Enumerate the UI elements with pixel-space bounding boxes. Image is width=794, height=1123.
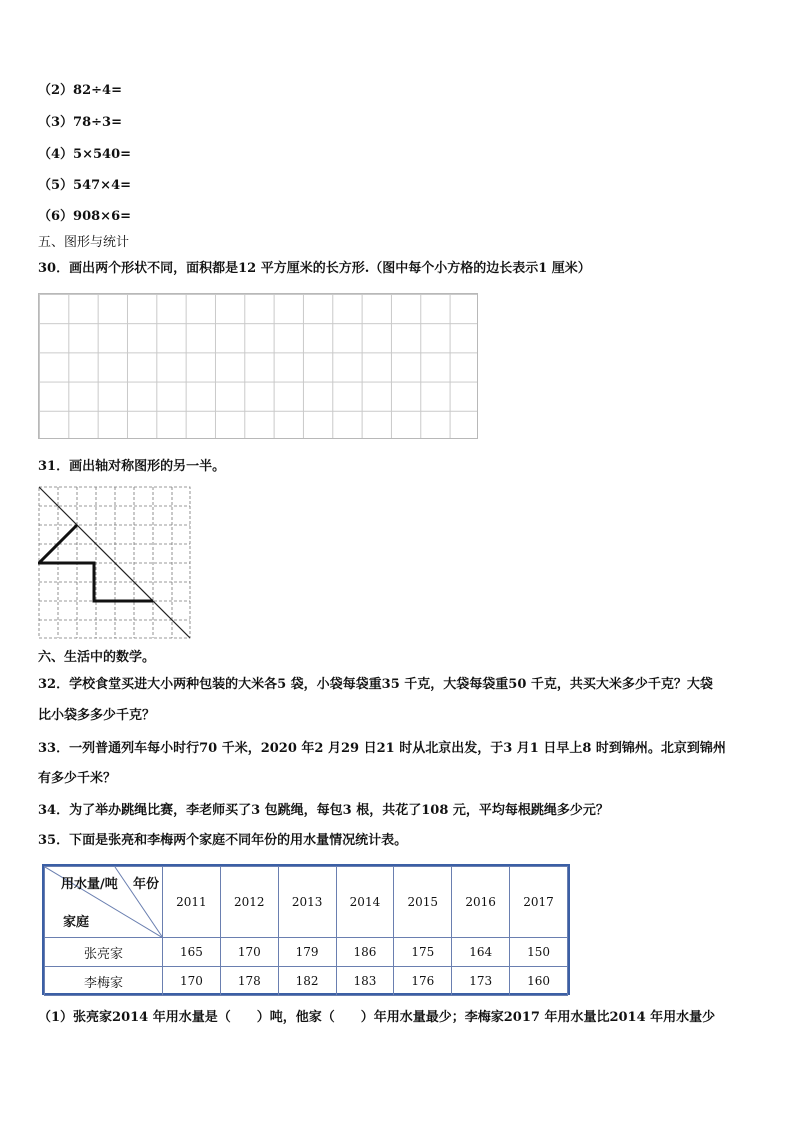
value-cell: 150 xyxy=(510,938,568,967)
value-cell: 179 xyxy=(278,938,336,967)
value-cell: 176 xyxy=(394,967,452,996)
calc-item-4: （4）5×540= xyxy=(38,147,132,162)
value-cell: 178 xyxy=(220,967,278,996)
value-cell: 173 xyxy=(452,967,510,996)
table-corner-header xyxy=(45,867,163,938)
water-usage-table xyxy=(42,864,570,995)
square-grid-q30[interactable] xyxy=(38,293,478,439)
header-water: 用水量/吨 xyxy=(61,877,118,892)
year-cell: 2013 xyxy=(278,867,336,938)
value-cell: 160 xyxy=(510,967,568,996)
question-33-line-2: 有多少千米？ xyxy=(38,771,117,786)
symmetry-figure-q31[interactable] xyxy=(38,486,192,640)
year-cell: 2014 xyxy=(336,867,394,938)
question-33-line-1: 33．一列普通列车每小时行70 千米，2020 年2 月29 日21 时从北京出发，于3 月1 日早上8 时到锦州。北京到锦州 xyxy=(38,741,726,756)
question-32-line-1: 32．学校食堂买进大小两种包装的大米各5 袋，小袋每袋重35 千克，大袋每袋重50 千克，共买大米多少千克？大袋 xyxy=(38,677,713,692)
value-cell: 182 xyxy=(278,967,336,996)
value-cell: 170 xyxy=(163,967,221,996)
year-cell: 2017 xyxy=(510,867,568,938)
year-cell: 2015 xyxy=(394,867,452,938)
calc-item-2: （2）82÷4= xyxy=(38,83,122,98)
section-5-heading: 五、图形与统计 xyxy=(38,235,130,250)
value-cell: 165 xyxy=(163,938,221,967)
calc-item-3: （3）78÷3= xyxy=(38,115,122,130)
family-name: 李梅家 xyxy=(45,967,163,996)
year-cell: 2012 xyxy=(220,867,278,938)
section-6-heading: 六、生活中的数学。 xyxy=(38,650,156,665)
value-cell: 183 xyxy=(336,967,394,996)
header-year: 年份 xyxy=(133,877,160,892)
calc-item-6: （6）908×6= xyxy=(38,209,132,224)
year-cell: 2011 xyxy=(163,867,221,938)
family-name: 张亮家 xyxy=(45,938,163,967)
value-cell: 186 xyxy=(336,938,394,967)
calc-item-5: （5）547×4= xyxy=(38,178,132,193)
value-cell: 164 xyxy=(452,938,510,967)
question-35-sub-1: （1）张亮家2014 年用水量是（ ）吨，他家（ ）年用水量最少；李梅家2017 年用水量比2014 年用水量少 xyxy=(38,1010,716,1025)
table-row xyxy=(45,938,568,967)
value-cell: 175 xyxy=(394,938,452,967)
header-family: 家庭 xyxy=(63,915,90,930)
question-35: 35．下面是张亮和李梅两个家庭不同年份的用水量情况统计表。 xyxy=(38,833,408,848)
question-34: 34．为了举办跳绳比赛，李老师买了3 包跳绳，每包3 根，共花了108 元，平均每根跳绳多少元？ xyxy=(38,803,609,818)
year-cell: 2016 xyxy=(452,867,510,938)
value-cell: 170 xyxy=(220,938,278,967)
question-31: 31．画出轴对称图形的另一半。 xyxy=(38,459,226,474)
question-30: 30．画出两个形状不同，面积都是12 平方厘米的长方形.（图中每个小方格的边长表示1 厘米） xyxy=(38,261,591,276)
table-row xyxy=(45,967,568,996)
question-32-line-2: 比小袋多多少千克？ xyxy=(38,708,156,723)
